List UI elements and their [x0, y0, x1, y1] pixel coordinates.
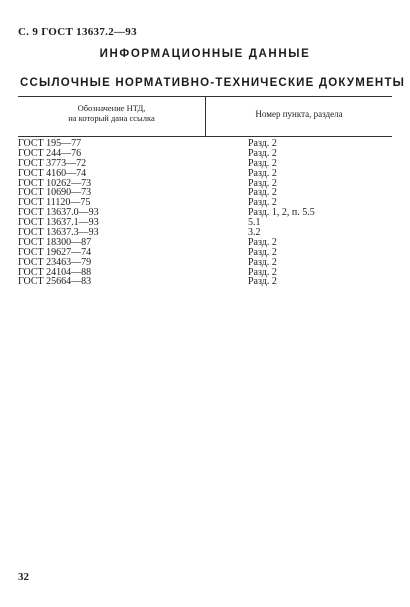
table-row-section: Разд. 2	[248, 177, 277, 189]
table-row-section: 3.2	[248, 227, 261, 239]
running-head: С. 9 ГОСТ 13637.2—93	[18, 26, 137, 38]
table-row-document: ГОСТ 4160—74	[18, 167, 87, 179]
table-row-section: Разд. 2	[248, 147, 277, 159]
table-row-section: Разд. 2	[248, 167, 277, 179]
section-subtitle: ССЫЛОЧНЫЕ НОРМАТИВНО-ТЕХНИЧЕСКИЕ ДОКУМЕНТЫ	[20, 77, 406, 89]
table-row-section: Разд. 2	[248, 236, 277, 248]
table-row-section: Разд. 2	[248, 157, 277, 169]
table-row-section: Разд. 2	[248, 187, 277, 199]
document-list	[18, 139, 198, 287]
section-list	[248, 139, 388, 287]
column-header-section: Номер пункта, раздела	[255, 109, 343, 119]
column-header-document-line1: Обозначение НТД,	[77, 103, 146, 113]
table-row-section: Разд. 2	[248, 138, 277, 149]
table-row-section: Разд. 2	[248, 266, 277, 278]
table-row-document: ГОСТ 18300—87	[18, 236, 92, 248]
table-header-rule	[18, 136, 392, 137]
section-title: ИНФОРМАЦИОННЫЕ ДАННЫЕ	[99, 48, 311, 60]
table-row-section: Разд. 2	[248, 197, 277, 209]
table-row-document: ГОСТ 25664—83	[18, 276, 92, 288]
table-row-section: Разд. 1, 2, п. 5.5	[248, 207, 315, 219]
table-row-document: ГОСТ 10690—73	[18, 187, 92, 199]
table-row-document: ГОСТ 13637.3—93	[18, 227, 99, 239]
table-row-section: Разд. 2	[248, 256, 277, 268]
page-number: 32	[18, 571, 29, 583]
table-row-section: Разд. 2	[248, 246, 277, 258]
table-row-document: ГОСТ 195—77	[18, 138, 82, 149]
table-row-document: ГОСТ 24104—88	[18, 266, 92, 278]
table-row-document: ГОСТ 3773—72	[18, 157, 87, 169]
table-row-document: ГОСТ 244—76	[18, 147, 82, 159]
table-row-document: ГОСТ 19627—74	[18, 246, 92, 258]
table-row-document: ГОСТ 23463—79	[18, 256, 92, 268]
table-row-document: ГОСТ 13637.1—93	[18, 217, 99, 229]
table-row-document: ГОСТ 10262—73	[18, 177, 92, 189]
column-header-document	[18, 103, 205, 123]
table-row-document: ГОСТ 11120—75	[18, 197, 91, 209]
column-header-document-line2: на который дана ссылка	[68, 113, 155, 123]
table-row-section: 5.1	[248, 217, 261, 229]
table-row-section: Разд. 2	[248, 276, 277, 288]
table-row-document: ГОСТ 13637.0—93	[18, 207, 99, 219]
